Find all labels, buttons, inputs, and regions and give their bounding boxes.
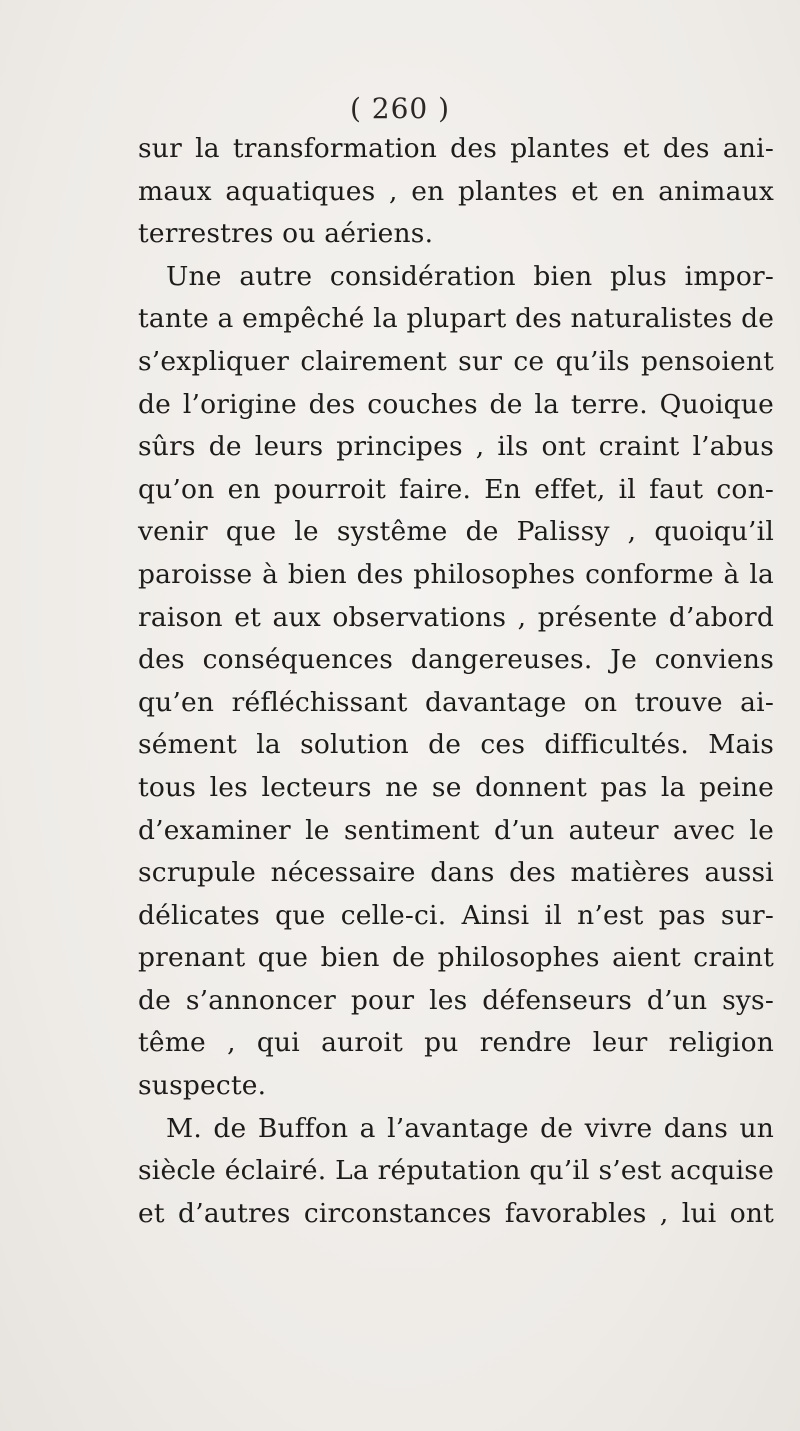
text-line: venir que le systême de Palissy , quoiqu’il (138, 516, 774, 548)
text-line: de l’origine des couches de la terre. Quoique (138, 388, 774, 420)
text-line: sûrs de leurs principes , ils ont craint l’abus (138, 431, 774, 463)
text-line: tante a empêché la plupart des naturalistes de (138, 303, 775, 335)
text-line: M. de Buffon a l’avantage de vivre dans un (166, 1112, 774, 1144)
text-line: délicates que celle-ci. Ainsi il n’est pas sur- (138, 899, 774, 931)
page-number: ( 260 ) (349, 92, 451, 125)
text-line: et d’autres circonstances favorables , lui ont (138, 1197, 774, 1229)
text-line: maux aquatiques , en plantes et en animaux (138, 175, 774, 207)
text-line: tous les lecteurs ne se donnent pas la peine (138, 771, 774, 803)
text-line: siècle éclairé. La réputation qu’il s’est acquise (138, 1155, 774, 1187)
text-line: s’expliquer clairement sur ce qu’ils pensoient (138, 345, 774, 377)
text-line: de s’annoncer pour les défenseurs d’un sys- (138, 984, 774, 1016)
text-line: terrestres ou aériens. (138, 218, 434, 250)
text-line: des conséquences dangereuses. Je conviens (138, 644, 774, 676)
body-text (138, 128, 774, 1235)
text-line: suspecte. (138, 1070, 267, 1102)
text-line: scrupule nécessaire dans des matières aussi (138, 857, 774, 889)
text-line: paroisse à bien des philosophes conforme à la (138, 558, 774, 590)
text-line: raison et aux observations , présente d’abord (138, 601, 774, 633)
text-line: sément la solution de ces difficultés. Mais (138, 729, 774, 761)
text-line: Une autre considération bien plus impor- (166, 260, 774, 292)
text-line: qu’on en pourroit faire. En effet, il faut con- (138, 473, 774, 505)
text-line: prenant que bien de philosophes aient craint (138, 942, 774, 974)
text-line: tême , qui auroit pu rendre leur religion (138, 1027, 774, 1059)
text-line: sur la transformation des plantes et des ani- (138, 133, 774, 164)
text-line: d’examiner le sentiment d’un auteur avec le (138, 814, 774, 846)
text-line: qu’en réfléchissant davantage on trouve ai- (138, 686, 774, 718)
